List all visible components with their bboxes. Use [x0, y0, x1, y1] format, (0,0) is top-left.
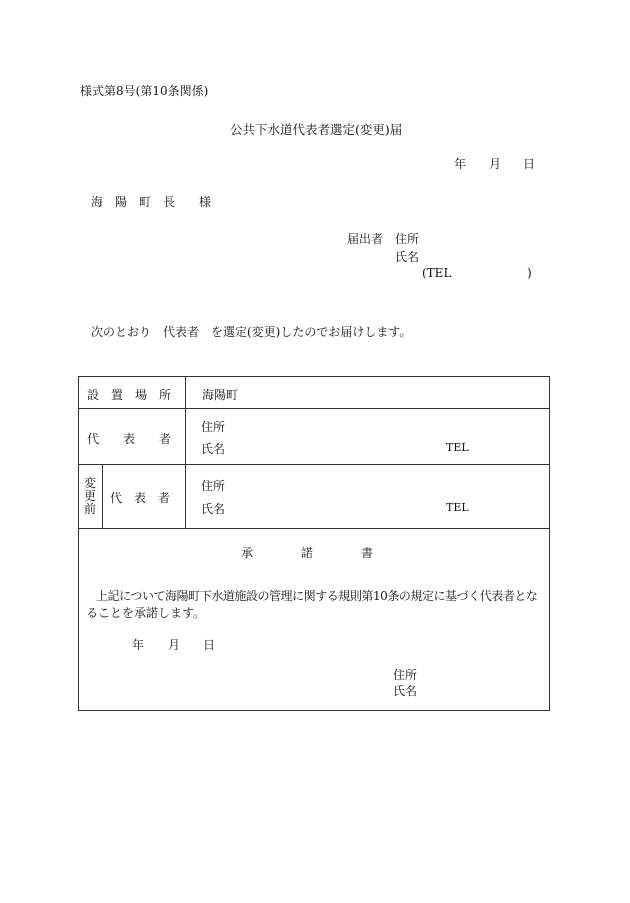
date-year: 年 [454, 157, 467, 171]
consent-name-label: 氏名 [393, 684, 418, 698]
consent-date-year: 年 [132, 638, 145, 652]
location-value: 海陽町 [202, 388, 239, 402]
prev-name-label: 氏名 [201, 502, 226, 516]
column-divider [102, 464, 103, 528]
notice-body-text: 次のとおり 代表者 を選定(変更)したのでお届けします。 [91, 325, 412, 339]
prev-tel-label: TEL [446, 501, 469, 514]
consent-date-day: 日 [203, 638, 216, 652]
consent-text-line1: 上記について海陽町下水道施設の管理に関する規則第10条の規定に基づく代表者とな [96, 589, 538, 603]
rep-address-label: 住所 [201, 420, 226, 434]
prev-address-label: 住所 [201, 479, 226, 493]
applicant-label: 届出者 [347, 232, 384, 246]
date-month: 月 [489, 157, 502, 171]
applicant-address-label: 住所 [395, 232, 420, 246]
applicant-name-label: 氏名 [395, 250, 420, 264]
consent-date-month: 月 [168, 638, 181, 652]
document-title: 公共下水道代表者選定(変更)届 [230, 122, 403, 137]
rep-name-label: 氏名 [201, 442, 226, 456]
prev-representative-label: 代 表 者 [110, 491, 171, 505]
row-divider [79, 528, 549, 529]
row-divider [79, 408, 549, 409]
addressee: 海 陽 町 長 様 [91, 195, 212, 209]
location-label: 設 置 場 所 [87, 388, 172, 402]
applicant-tel-close: ) [527, 266, 532, 280]
column-divider [185, 377, 186, 528]
row-divider [79, 464, 549, 465]
rep-tel-label: TEL [446, 441, 469, 454]
form-table [78, 376, 550, 711]
date-day: 日 [523, 157, 536, 171]
consent-address-label: 住所 [393, 668, 418, 682]
form-number: 様式第8号(第10条関係) [80, 84, 209, 98]
representative-label: 代 表 者 [87, 432, 172, 446]
consent-heading: 承 諾 書 [241, 546, 374, 560]
applicant-tel-open: (TEL [422, 266, 452, 280]
prev-side-label: 変更前 [83, 476, 96, 516]
consent-text-line2: ることを承諾します。 [86, 606, 206, 620]
